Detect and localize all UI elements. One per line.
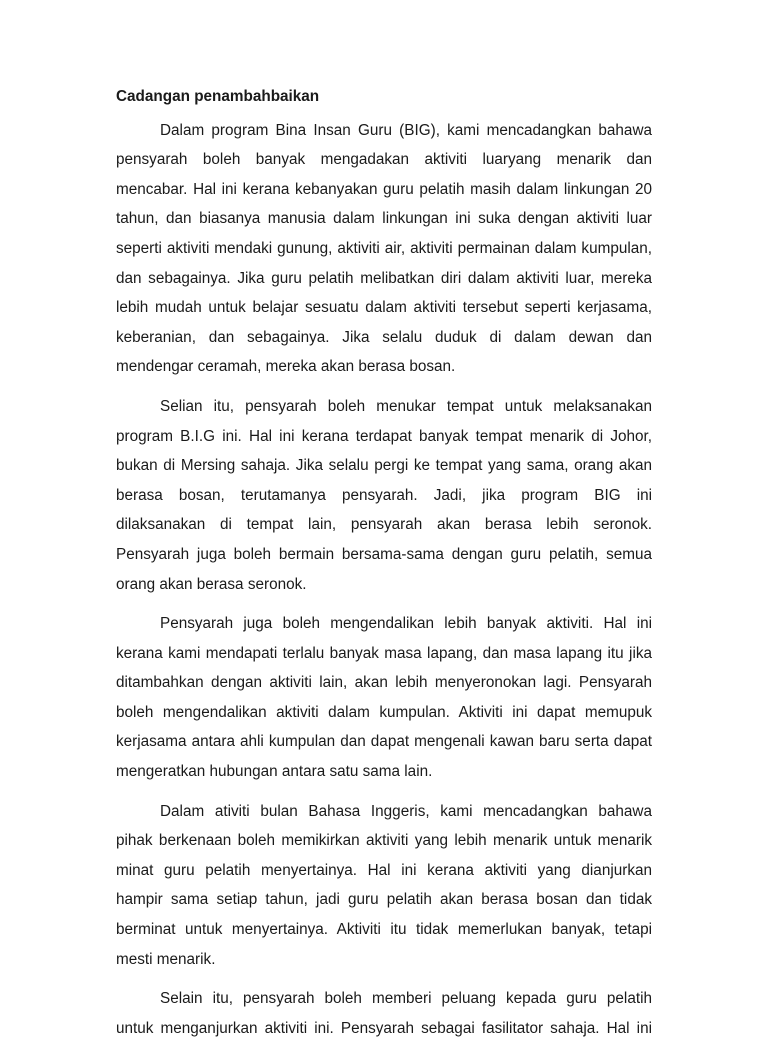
paragraph bbox=[116, 797, 652, 975]
paragraph bbox=[116, 392, 652, 599]
text-line: Selian itu, pensyarah boleh menukar tempat untuk melaksanakan bbox=[160, 397, 652, 415]
text-line: pensyarah boleh banyak mengadakan aktiviti luaryang menarik dan bbox=[116, 151, 652, 169]
text-line: seperti aktiviti mendaki gunung, aktiviti air, aktiviti permainan dalam kumpulan, bbox=[116, 239, 652, 257]
text-line: lebih mudah untuk belajar sesuatu dalam aktiviti tersebut seperti kerjasama, bbox=[116, 299, 652, 317]
text-line: pihak berkenaan boleh memikirkan aktiviti yang lebih menarik untuk menarik bbox=[116, 832, 652, 850]
text-line: program B.I.G ini. Hal ini kerana terdapat banyak tempat menarik di Johor, bbox=[116, 427, 652, 445]
document-heading: Cadangan penambahbaikan bbox=[116, 88, 320, 105]
text-line: untuk menganjurkan aktiviti ini. Pensyarah sebagai fasilitator sahaja. Hal ini bbox=[116, 1019, 652, 1037]
text-line: minat guru pelatih menyertainya. Hal ini kerana aktiviti yang dianjurkan bbox=[116, 861, 652, 879]
paragraph bbox=[116, 116, 652, 382]
document-page bbox=[116, 82, 652, 1053]
text-line: mencabar. Hal ini kerana kebanyakan guru pelatih masih dalam linkungan 20 bbox=[116, 180, 652, 198]
text-line: berasa bosan, terutamanya pensyarah. Jadi, jika program BIG ini bbox=[116, 486, 652, 504]
text-line: kerjasama antara ahli kumpulan dan dapat mengenali kawan baru serta dapat bbox=[116, 733, 652, 751]
text-line: Dalam program Bina Insan Guru (BIG), kami mencadangkan bahawa bbox=[160, 121, 652, 139]
text-line: Pensyarah juga boleh bermain bersama-sama dengan guru pelatih, semua bbox=[116, 545, 652, 563]
text-line: dilaksanakan di tempat lain, pensyarah akan berasa lebih seronok. bbox=[116, 516, 652, 534]
text-line: bukan di Mersing sahaja. Jika selalu pergi ke tempat yang sama, orang akan bbox=[116, 457, 652, 475]
text-line: kerana kami mendapati terlalu banyak masa lapang, dan masa lapang itu jika bbox=[116, 644, 652, 662]
text-line: tahun, dan biasanya manusia dalam linkungan ini suka dengan aktiviti luar bbox=[116, 210, 652, 228]
text-line: mengeratkan hubungan antara satu sama lain. bbox=[116, 763, 433, 781]
text-line: orang akan berasa seronok. bbox=[116, 575, 307, 593]
text-line: mesti menarik. bbox=[116, 950, 216, 968]
paragraph bbox=[116, 984, 652, 1043]
text-line: dan sebagainya. Jika guru pelatih melibatkan diri dalam aktiviti luar, mereka bbox=[116, 269, 652, 287]
text-line: berminat untuk menyertainya. Aktiviti itu tidak memerlukan banyak, tetapi bbox=[116, 921, 652, 939]
text-line: hampir sama setiap tahun, jadi guru pelatih akan berasa bosan dan tidak bbox=[116, 891, 652, 909]
text-line: Selain itu, pensyarah boleh memberi peluang kepada guru pelatih bbox=[160, 990, 652, 1008]
text-line: boleh mengendalikan aktiviti dalam kumpulan. Aktiviti ini dapat memupuk bbox=[116, 703, 652, 721]
text-line: Dalam ativiti bulan Bahasa Inggeris, kami mencadangkan bahawa bbox=[160, 802, 652, 820]
document-body bbox=[116, 116, 652, 1044]
text-line: mendengar ceramah, mereka akan berasa bosan. bbox=[116, 358, 456, 376]
text-line: ditambahkan dengan aktiviti lain, akan lebih menyeronokan lagi. Pensyarah bbox=[116, 674, 652, 692]
text-line: keberanian, dan sebagainya. Jika selalu duduk di dalam dewan dan bbox=[116, 328, 652, 346]
text-line: Pensyarah juga boleh mengendalikan lebih banyak aktiviti. Hal ini bbox=[160, 615, 652, 633]
paragraph bbox=[116, 609, 652, 787]
